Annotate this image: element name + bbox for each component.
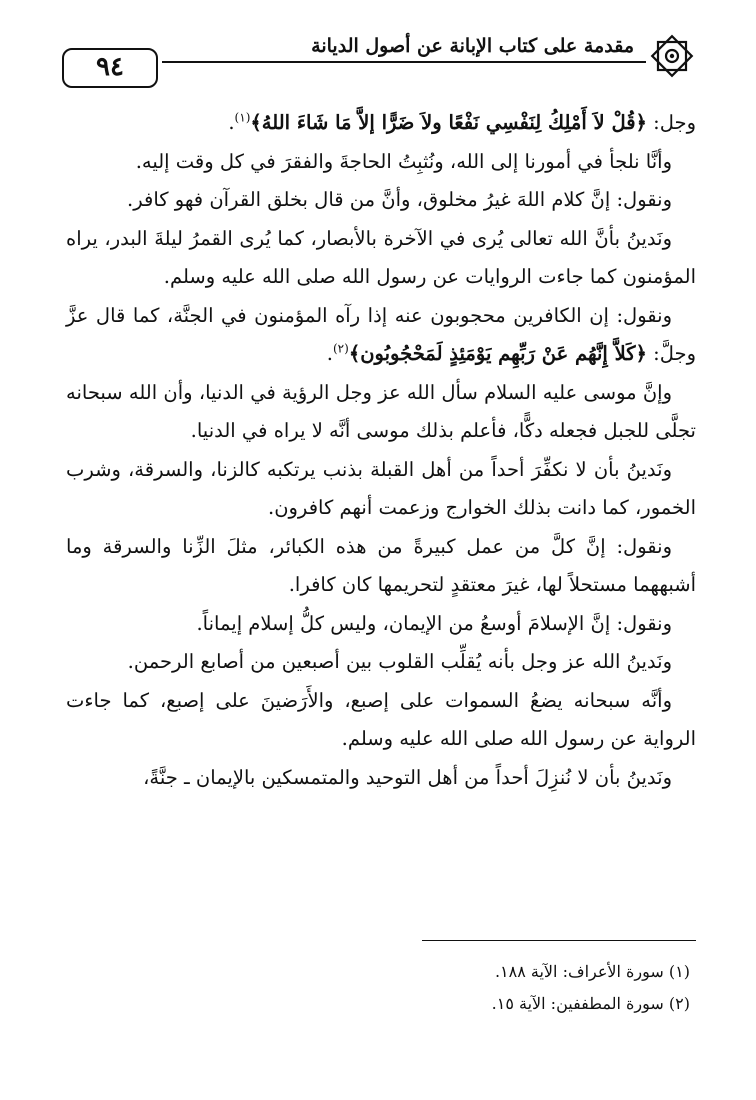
- paragraph: ونَدينُ بأن لا نكفِّرَ أحداً من أهل القبلة بذنب يرتكبه كالزنا، والسرقة، وشرب الخمور، كما دانت بذلك الخوارج وزعمت أنهم كافرون.: [66, 457, 696, 519]
- footnotes: [66, 956, 696, 1020]
- footnote-ref: (١): [234, 110, 251, 125]
- footnote-separator: [422, 940, 696, 941]
- paragraph: ونَدينُ بأنَّ الله تعالى يُرى في الآخرة بالأبصار، كما يُرى القمرُ ليلةَ البدر، يراه المؤمنون كما جاءت الروايات عن رسول الله صلى الله عليه وسلم.: [66, 226, 696, 288]
- paragraph: ونَدينُ الله عز وجل بأنه يُقلِّب القلوب بين أصبعين من أصابع الرحمن.: [127, 650, 672, 673]
- footnote: (١) سورة الأعراف: الآية ١٨٨.: [494, 962, 690, 981]
- quran-verse: ﴿كَلاَّ إِنَّهُم عَنْ رَبِّهِم يَوْمَئِذٍ لَمَحْجُوبُون﴾: [348, 342, 647, 365]
- paragraph: وإنَّ موسى عليه السلام سأل الله عز وجل الرؤية في الدنيا، وأن الله سبحانه تجلَّى للجبل فجعله دكًّا، فأعلم بذلك موسى أنَّه لا يراه في الدنيا.: [66, 380, 696, 442]
- paragraph: ونقول: إنَّ كلام اللهَ غيرُ مخلوق، وأنَّ من قال بخلق القرآن فهو كافر.: [127, 188, 672, 211]
- paragraph-text: .: [228, 111, 235, 134]
- paragraph: ونقول: إنَّ كلَّ من عمل كبيرةً من هذه الكبائر، مثلَ الزِّنا والسرقة وما أشبههما مستحلاً لها، غيرَ معتقدٍ لتحريمها كان كافرا.: [66, 534, 696, 596]
- running-title: مقدمة على كتاب الإبانة عن أصول الديانة: [305, 34, 640, 58]
- star-ornament-icon: [650, 34, 694, 78]
- footnote: (٢) سورة المطففين: الآية ١٥.: [491, 994, 690, 1013]
- main-text: [66, 104, 696, 797]
- page-number: ٩٤: [62, 48, 158, 88]
- paragraph: [66, 297, 696, 374]
- paragraph: وأنَّه سبحانه يضعُ السموات على إصبع، والأَرَضينَ على إصبع، كما جاءت الرواية عن رسول الله صلى الله عليه وسلم.: [66, 688, 696, 750]
- running-header: [58, 30, 694, 90]
- quran-verse: ﴿قُلْ لاَ أَمْلِكُ لِنَفْسِي نَفْعًا ولاَ ضَرًّا إلاَّ مَا شَاءَ اللهُ﴾: [250, 111, 647, 134]
- paragraph-text: .: [326, 342, 333, 365]
- paragraph: ونَدينُ بأن لا نُنزِلَ أحداً من أهل التوحيد والمتمسكين بالإيمان ـ جنَّةً،: [143, 765, 672, 789]
- paragraph-text: ونقول: إن الكافرين محجوبون عنه إذا رآه المؤمنون في الجنَّة، كما قال عزَّ وجلَّ:: [66, 303, 696, 365]
- header-rule: [162, 61, 646, 63]
- paragraph: [66, 104, 696, 143]
- footnote-ref: (٢): [332, 341, 349, 356]
- paragraph: وأنَّا نلجأ في أمورنا إلى الله، ونُثبِتُ الحاجةَ والفقرَ في كل وقت إليه.: [135, 149, 672, 173]
- paragraph-text: وجل:: [646, 111, 696, 134]
- paragraph: ونقول: إنَّ الإسلامَ أوسعُ من الإيمان، وليس كلُّ إسلام إيماناً.: [196, 611, 672, 635]
